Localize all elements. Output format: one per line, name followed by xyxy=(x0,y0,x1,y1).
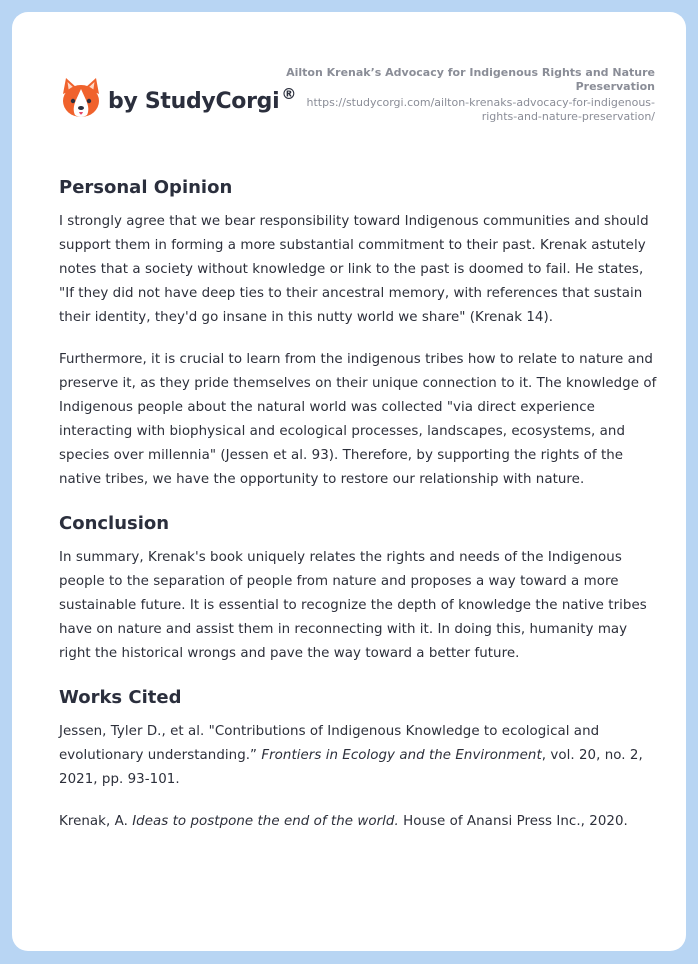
document-title: Ailton Krenak’s Advocacy for Indigenous Rights and Nature Preservation xyxy=(286,66,655,93)
paragraph: In summary, Krenak's book uniquely relates the rights and needs of the Indigenous people to the separation of people from nature and proposes a way toward a more sustainable future. It is essential to recognize the depth of knowledge the native tribes have on nature and assist them in reconnecting with it. In doing this, humanity may right the historical wrongs and pave the way toward a better future. xyxy=(59,550,647,661)
citation: Jessen, Tyler D., et al. "Contributions of Indigenous Knowledge to ecological and evolutionary understanding.” Frontiers in Ecology and the Environment, vol. 20, no. 2, 2021, pp. 93-101. xyxy=(59,724,643,787)
paragraph: Furthermore, it is crucial to learn from the indigenous tribes how to relate to nature and preserve it, as they pride themselves on their unique connection to it. The knowledge of Indigenous people about the natural world was collected "via direct experience interacting with biophysical and ecological processes, landscapes, ecosystems, and species over millennia" (Jessen et al. 93). Therefore, by supporting the rights of the native tribes, we have the opportunity to restore our relationship with nature. xyxy=(59,352,657,487)
heading-personal-opinion: Personal Opinion xyxy=(59,177,233,198)
heading-conclusion: Conclusion xyxy=(59,513,170,534)
document-body xyxy=(59,174,657,834)
studycorgi-logo[interactable] xyxy=(60,76,296,122)
document-url[interactable]: https://studycorgi.com/ailton-krenaks-advocacy-for-indigenous-rights-and-nature-preservation/ xyxy=(306,96,655,123)
heading-works-cited: Works Cited xyxy=(59,687,182,708)
corgi-icon xyxy=(60,76,102,122)
document-page xyxy=(12,12,686,951)
citation: Krenak, A. Ideas to postpone the end of the world. House of Anansi Press Inc., 2020. xyxy=(59,814,628,829)
logo-text: by StudyCorgi ® xyxy=(108,84,297,114)
paragraph: I strongly agree that we bear responsibility toward Indigenous communities and should support them in forming a more substantial commitment to their past. Krenak astutely notes that a society without knowledge or link to the past is doomed to fail. He states, "If they did not have deep ties to their ancestral memory, with references that sustain their identity, they'd go insane in this nutty world we share" (Krenak 14). xyxy=(59,214,649,325)
document-header xyxy=(285,66,655,124)
